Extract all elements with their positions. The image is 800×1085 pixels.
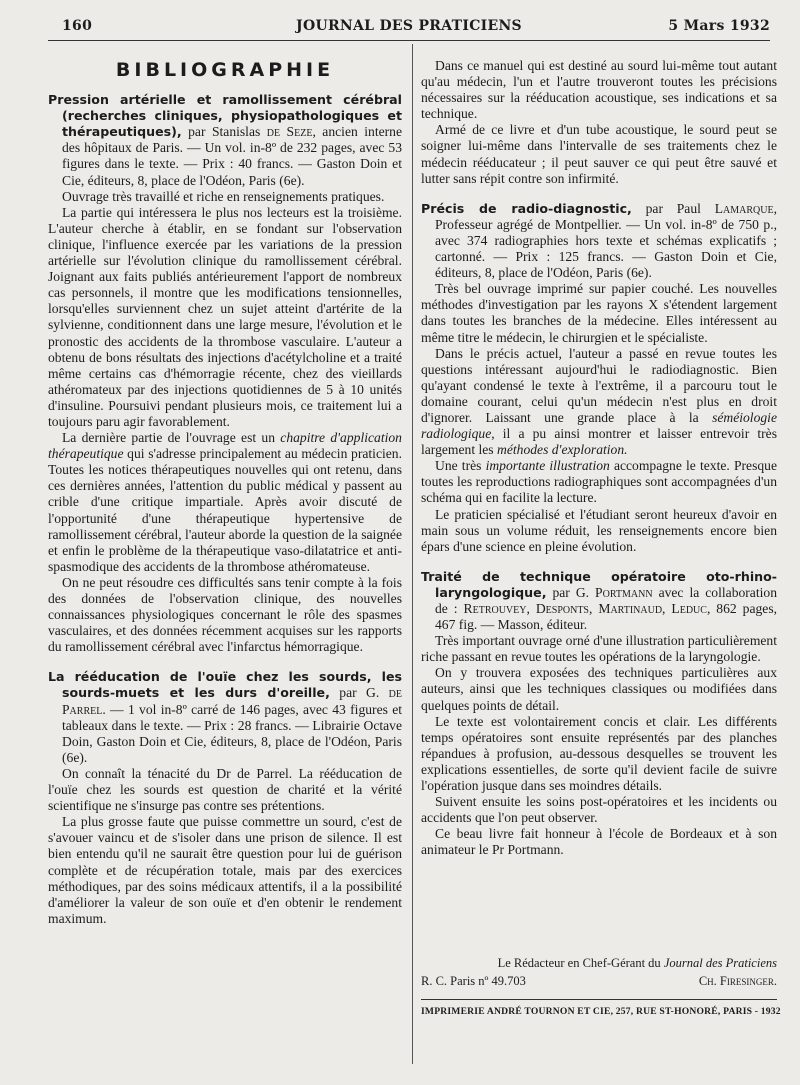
review-paragraph: Dans le précis actuel, l'auteur a passé en revue toutes les questions intéressant aujourd'hui le radiodiagnostic. Bien qu'ayant condensé le texte à l'extrême, il a parcouru tout le domaine courant, celui qu'un médecin n'est plus en droit d'ignorer. Laissant une grande place à la séméiologie radiologique, il a pu ainsi montrer et laisser entrevoir très largement les méthodes d'exploration.: [421, 345, 777, 458]
book-title: Précis de radio-diagnostic,: [421, 200, 632, 216]
issue-date: 5 Mars 1932: [668, 18, 770, 34]
review-paragraph: On ne peut résoudre ces difficultés sans tenir compte à la fois des données de l'observation clinique, des nouvelles connaissances physiologiques concernant le rôle des spasmes vasculaires, et des données récemment acquises sur les rapports du ramollissement cérébral avec l'infarctus hémorragique.: [48, 574, 402, 655]
review-paragraph: Très important ouvrage orné d'une illustration particulièrement riche passant en revue toutes les opérations de la laryngologie.: [421, 633, 777, 665]
review-paragraph: Ouvrage très travaillé et riche en renseignements pratiques.: [62, 188, 385, 204]
review-paragraph: Dans ce manuel qui est destiné au sourd lui-même tout autant qu'au médecin, l'un et l'autre trouveront toutes les précisions nécessaires sur la rééducation acoustique, ses indications et sa technique.: [421, 58, 777, 122]
review-paragraph: Armé de ce livre et d'un tube acoustique, le sourd peut se soigner lui-même dans l'intervalle de ses traitements chez le médecin rééducateur ; il peut sauver ce qui peut être sauvé et lutter sans répit contre son infirmité.: [421, 122, 777, 186]
editor-line: Le Rédacteur en Chef-Gérant du Journal des Praticiens: [497, 956, 777, 970]
review-paragraph: La dernière partie de l'ouvrage est un chapitre d'application thérapeutique qui s'adresse principalement au médecin praticien. Toutes les notices thérapeutiques nouvelles qui ont retenu, dans ces dernières années, l'attention du public médical y passent au crible d'une critique impartiale. Après avoir discuté de l'opportunité d'une thérapeutique hypertensive de ramollissement cérébral, l'auteur aborde la question de la saignée et enfin le problème de la thérapeutique vaso-dilatatrice et anti-spasmodique des accidents de la thrombose athéromateuse.: [48, 430, 402, 574]
registration-number: R. C. Paris nº 49.703: [421, 974, 526, 988]
book-title: Traité de technique opératoire oto-rhino-laryngologique,: [421, 568, 777, 600]
author-name: Portmann: [595, 584, 653, 600]
section-title: BIBLIOGRAPHIE: [115, 59, 335, 81]
entry-citation: Pression artérielle et ramollissement cérébral (recherches cliniques, physiopathologiques et thérapeutiques), par Stanislas de Seze, ancien interne des hôpitaux de Paris. — Un vol. in-8º de 232 pages, avec 53 figures dans le texte. — Prix : 40 francs. — Gaston Doin et Cie, éditeurs, 8, place de l'Odéon, Paris (6e).: [48, 92, 402, 188]
review-entry-reeducation: [48, 669, 402, 927]
review-paragraph: Le texte est volontairement concis et clair. Les différents temps opératoires sont ensuite représentés par des planches répandues à profusion, au-dessous desquelles se trouvent les explications essentielles, de sorte qu'il devient facile de suivre l'opération jusque dans ses moindres détails.: [421, 713, 777, 794]
column-divider: [412, 44, 413, 1064]
review-paragraph: Très bel ouvrage imprimé sur papier couché. Les nouvelles méthodes d'investigation par les rayons X s'étendent largement dans toutes les branches de la médecine. Elles intéressent au même titre le médecin, le chirurgien et le spécialiste.: [421, 281, 777, 345]
review-entry-reeducation-cont: [421, 58, 777, 187]
left-column: [48, 60, 402, 941]
review-paragraph: La plus grosse faute que puisse commettre un sourd, c'est de s'avouer vaincu et de s'isoler dans une prison de silence. Il est bien entendu qu'il ne saurait être question pour lui de guérison complète et de récupération totale, mais par des exercices méthodiques, par des soins médicaux attentifs, il a la possibilité d'améliorer la valeur de son ouïe et d'en obtenir le rendement maximum.: [48, 814, 402, 926]
collaborators: Retrouvey, Desponts, Martinaud, Leduc: [463, 601, 707, 616]
review-paragraph: Suivent ensuite les soins post-opératoires et les incidents ou accidents que l'on peut observer.: [421, 794, 777, 826]
entry-citation: Traité de technique opératoire oto-rhino-laryngologique, par G. Portmann avec la collaboration de : Retrouvey, Desponts, Martinaud, Leduc, 862 pages, 467 fig. — Masson, éditeur.: [421, 568, 778, 633]
author-name: de Parrel: [62, 685, 402, 717]
book-title: La rééducation de l'ouïe chez les sourds, les sourds-muets et les durs d'oreille,: [48, 669, 402, 701]
printer-imprint: IMPRIMERIE ANDRÉ TOURNON ET CIE, 257, RUE ST-HONORÉ, PARIS - 1932: [421, 999, 777, 1017]
review-entry-pression: [48, 92, 402, 655]
entry-citation: Précis de radio-diagnostic, par Paul Lamarque, Professeur agrégé de Montpellier. — Un vol. in-8º de 750 p., avec 374 radiographies hors texte et schémas explicatifs ; cartonné. — Prix : 125 francs. — Gaston Doin et Cie, éditeurs, 8, place de l'Odéon, Paris (6e).: [421, 200, 777, 281]
review-entry-radiodiagnostic: [421, 201, 777, 555]
page-header: [48, 14, 770, 41]
review-paragraph: Ce beau livre fait honneur à l'école de Bordeaux et à son animateur le Pr Portmann.: [421, 826, 777, 858]
review-paragraph: On y trouvera exposées des techniques particulières aux auteurs, ainsi que les techniques classiques ou modifiées dans quelques points de détail.: [421, 665, 777, 713]
journal-title: JOURNAL DES PRATICIENS: [296, 18, 522, 34]
page-footer: [421, 956, 781, 1017]
book-title: Pression artérielle et ramollissement cérébral (recherches cliniques, physiopathologiques et thérapeutiques),: [48, 92, 402, 140]
review-paragraph: On connaît la ténacité du Dr de Parrel. La rééducation de l'ouïe chez les sourds est question de charité et la vérité scientifique ne s'insurge pas contre ses prétentions.: [48, 765, 402, 814]
entry-citation: La rééducation de l'ouïe chez les sourds, les sourds-muets et les durs d'oreille, par G. de Parrel. — 1 vol in-8º carré de 146 pages, avec 43 figures et tableaux dans le texte. — Prix : 28 francs. — Librairie Octave Doin, Gaston Doin et Cie, éditeurs, 8, place de l'Odéon, Paris (6e).: [48, 669, 402, 765]
author-name: de Seze: [266, 124, 313, 140]
right-column: [421, 58, 777, 873]
editor-name: Ch. Firesinger.: [698, 974, 777, 988]
author-name: Lamarque: [714, 200, 774, 216]
review-entry-oto-rhino: [421, 569, 777, 859]
page-number: 160: [62, 18, 93, 34]
review-paragraph: Le praticien spécialisé et l'étudiant seront heureux d'avoir en main sous un volume réduit, les renseignements encore bien épars d'une science en pleine évolution.: [421, 506, 777, 554]
review-paragraph: Une très importante illustration accompagne le texte. Presque toutes les reproductions radiographiques sont accompagnées d'un schéma qui en facilite la lecture.: [421, 458, 777, 506]
review-paragraph: La partie qui intéressera le plus nos lecteurs est la troisième. L'auteur cherche à établir, en se fondant sur l'observation clinique, l'influence exercée par les variations de la pression artérielle sur l'évolution clinique du ramollissement cérébral. Joignant aux faits publiés antérieurement l'apport de nombreux cas personnels, il montre que les modifications tensionnelles, lorsqu'elles surviennent chez un sujet atteint d'artérite de la sylvienne, conditionnent dans une large mesure, l'évolution et le pronostic des accidents de la thrombose vasculaire. L'auteur a obtenu de bons résultats des injections d'acétylcholine et a traité même certains cas d'hémorragie récente, chez des vieillards athéromateux par des injections quotidiennes de 5 à 10 unités d'insuline. Poursuivi pendant plusieurs mois, ce traitement lui a toujours paru agir favorablement.: [48, 204, 402, 429]
